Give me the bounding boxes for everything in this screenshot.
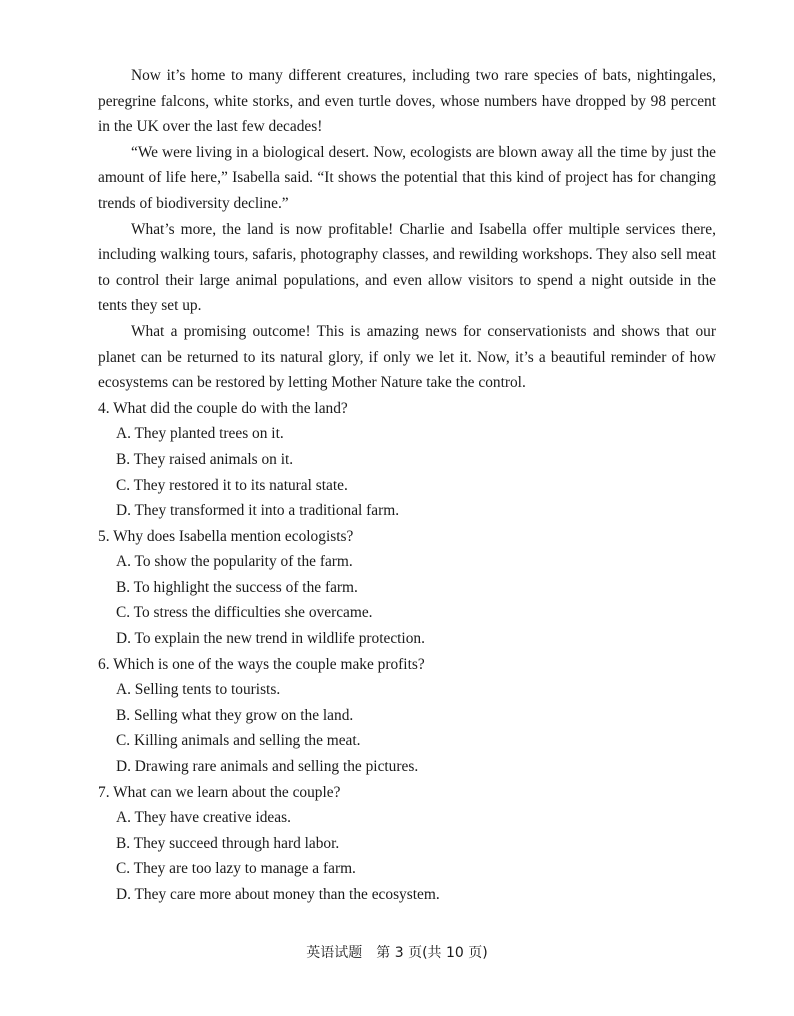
option-d: D. To explain the new trend in wildlife protection. [116,630,425,648]
passage-paragraph-4: What a promising outcome! This is amazing news for conservationists and shows that our planet can be returned to its natural glory, if only we let it. Now, it’s a beautiful reminder of how ecosystems can be restored by letting Mother Nature take the control. [98,322,716,392]
option-a: A. They have creative ideas. [116,809,291,827]
exam-page [98,63,716,908]
option-b: B. Selling what they grow on the land. [116,706,354,724]
option-d: D. They transformed it into a traditional farm. [116,502,400,520]
option-d: D. They care more about money than the ecosystem. [116,886,440,903]
question-stem: 5. Why does Isabella mention ecologists? [98,527,354,545]
question-stem: 4. What did the couple do with the land? [98,399,348,417]
question-7 [98,780,716,908]
question-5 [98,524,716,652]
option-b: B. They raised animals on it. [116,450,294,468]
option-a: A. To show the popularity of the farm. [116,553,353,571]
option-b: B. To highlight the success of the farm. [116,578,358,596]
question-stem: 7. What can we learn about the couple? [98,783,341,801]
option-d: D. Drawing rare animals and selling the pictures. [116,758,419,776]
option-c: C. They restored it to its natural state. [116,476,348,494]
question-6 [98,652,716,780]
option-c: C. To stress the difficulties she overcame. [116,604,373,622]
option-c: C. Killing animals and selling the meat. [116,732,361,750]
passage-paragraph-2: “We were living in a biological desert. Now, ecologists are blown away all the time by just the amount of life here,” Isabella said. “It shows the potential that this kind of project has for changing trends of biodiversity decline.” [98,143,716,212]
option-a: A. Selling tents to tourists. [116,681,281,699]
passage-paragraph-1: Now it’s home to many different creatures, including two rare species of bats, nightingales, peregrine falcons, white storks, and even turtle doves, whose numbers have dropped by 98 percent in the UK over the last few decades! [98,67,716,136]
reading-passage [98,63,716,396]
option-a: A. They planted trees on it. [116,425,284,443]
page-footer: 英语试题 第 3 页(共 10 页) [306,945,488,961]
option-c: C. They are too lazy to manage a farm. [116,860,356,878]
question-stem: 6. Which is one of the ways the couple make profits? [98,655,425,673]
option-b: B. They succeed through hard labor. [116,834,340,852]
passage-paragraph-3: What’s more, the land is now profitable! Charlie and Isabella offer multiple services there, including walking tours, safaris, photography classes, and rewilding workshops. They also sell meat to control their large animal populations, and even allow visitors to spend a night outside in the tents they set up. [98,220,716,315]
question-4 [98,396,716,524]
